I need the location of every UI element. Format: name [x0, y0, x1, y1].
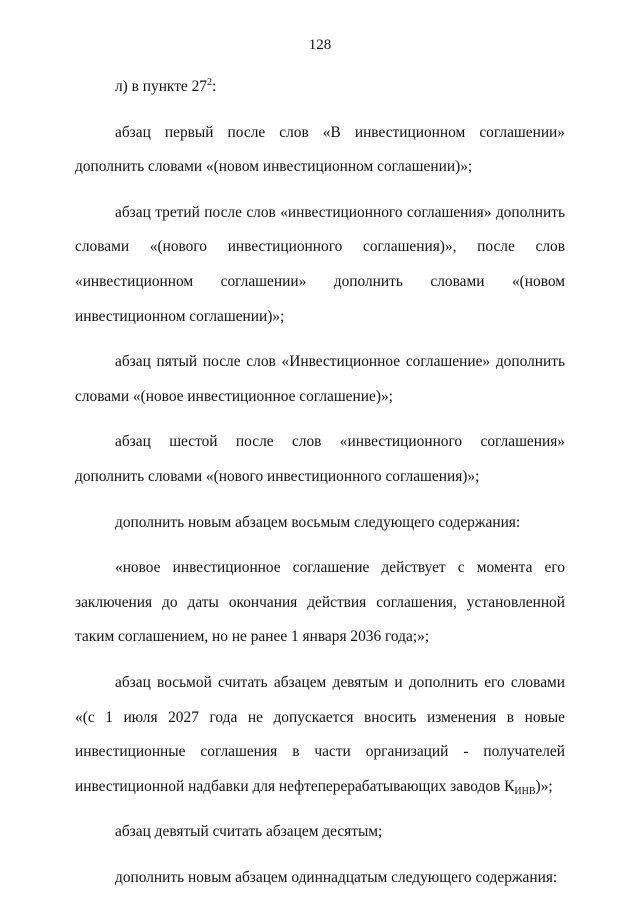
paragraph-fifth-abzac: абзац пятый после слов «Инвестиционное соглашение» дополнить словами «(новое инвестиционное соглашение)»;	[75, 353, 565, 405]
paragraph-item-l	[75, 70, 565, 105]
paragraph-eighth-abzac	[75, 666, 565, 804]
paragraph-sixth-abzac: абзац шестой после слов «инвестиционного соглашения» дополнить словами «(нового инвестиционного соглашения)»;	[75, 433, 565, 485]
document-body	[75, 70, 565, 906]
paragraph-add-eleventh: дополнить новым абзацем одиннадцатым следующего содержания:	[115, 868, 558, 886]
paragraph-quoted-text: «новое инвестиционное соглашение действует с момента его заключения до даты окончания действия соглашения, установленной таким соглашением, но не ранее 1 января 2036 года;»;	[75, 559, 565, 646]
page-number: 128	[308, 37, 332, 53]
paragraph-first-abzac: абзац первый после слов «В инвестиционном соглашении» дополнить словами «(новом инвестиционном соглашении)»;	[75, 123, 565, 176]
paragraph-text: л) в пункте 27	[115, 78, 208, 95]
paragraph-tail: :	[212, 78, 217, 95]
paragraph-ninth-abzac: абзац девятый считать абзацем десятым;	[115, 823, 383, 841]
paragraph-tail: )»;	[535, 777, 553, 795]
paragraph-text: абзац восьмой считать абзацем девятым и дополнить его словами «(с 1 июля 2027 года не допускается вносить изменения в новые инвестиционные соглашения в части организаций - получателей инвестиционной надбавки для нефтеперерабатывающих заводов К	[75, 673, 565, 795]
superscript: 2	[207, 77, 213, 88]
subscript: ИНВ	[514, 785, 536, 797]
paragraph-third-abzac: абзац третий после слов «инвестиционного соглашения» дополнить словами «(нового инвестиционного соглашения)», после слов «инвестиционном соглашении» дополнить словами «(новом инвестиционном соглашении)»;	[75, 203, 565, 325]
paragraph-add-eighth: дополнить новым абзацем восьмым следующего содержания:	[115, 513, 521, 531]
